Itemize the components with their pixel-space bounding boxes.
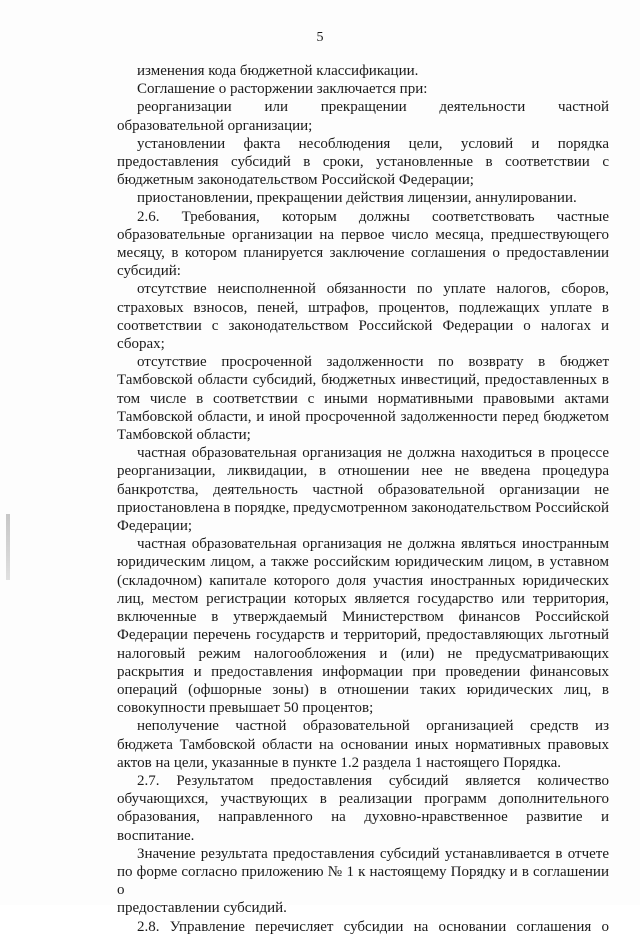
text-line: Федерации; — [117, 518, 193, 535]
text-line: реорганизации или прекращении деятельности частной — [137, 99, 609, 116]
text-line: банкротства, деятельность частной образовательной организации не — [117, 481, 609, 498]
text-line: реорганизации, ликвидации, в отношении нее не введена процедура — [117, 463, 609, 480]
document-body — [117, 62, 609, 936]
text-line: образования, направленного на духовно-нравственное развитие и воспитание. — [117, 809, 609, 844]
text-line: раскрытия и предоставления информации при проведении финансовых — [117, 663, 609, 680]
text-line: частная образовательная организация не должна являться иностранным — [137, 536, 609, 553]
text-line: страховых взносов, пеней, штрафов, процентов, подлежащих уплате в — [117, 299, 609, 316]
text-line: предоставлении субсидий. — [117, 900, 287, 917]
text-line: Тамбовской области субсидий, бюджетных инвестиций, предоставленных в — [117, 372, 609, 389]
text-line: Значение результата предоставления субсидий устанавливается в отчете — [137, 845, 609, 862]
text-line: совокупности превышает 50 процентов; — [117, 700, 374, 717]
text-line: Соглашение о расторжении заключается при: — [137, 81, 428, 98]
text-line: по форме согласно приложению № 1 к настоящему Порядку и в соглашении о — [117, 863, 609, 899]
text-line: соответствии с законодательством Российской Федерации о налогах и сборах; — [117, 317, 609, 353]
text-line: Тамбовской области; — [117, 427, 251, 444]
text-line: неполучение частной образовательной организацией средств из — [137, 718, 609, 735]
text-line: образовательной организации; — [117, 117, 313, 134]
text-line: актов на цели, указанные в пункте 1.2 раздела 1 настоящего Порядка. — [117, 754, 561, 771]
text-line: том числе в соответствии с иными нормативными правовыми актами — [117, 390, 609, 407]
text-line: предоставления субсидий в сроки, установленные в соответствии с — [117, 154, 609, 171]
text-line: 2.7. Результатом предоставления субсидий является количество — [137, 772, 609, 789]
text-line: отсутствие неисполненной обязанности по уплате налогов, сборов, — [137, 281, 609, 298]
text-line: приостановлении, прекращении действия лицензии, аннулировании. — [137, 190, 577, 207]
text-line: изменения кода бюджетной классификации. — [137, 63, 419, 79]
text-line: операций (офшорные зоны) в отношении таких юридических лиц, в — [117, 681, 609, 698]
page-number: 5 — [316, 30, 324, 45]
scan-edge-mark — [6, 514, 10, 580]
text-line: отсутствие просроченной задолженности по возврату в бюджет — [137, 354, 609, 371]
text-line: включенные в утверждаемый Министерством финансов Российской — [117, 609, 609, 626]
text-line: лиц, местом регистрации которых является государство или территория, — [117, 590, 609, 607]
text-line: образовательные организации на первое число месяца, предшествующего — [117, 226, 609, 243]
text-line: частная образовательная организация не должна находиться в процессе — [137, 445, 609, 462]
text-line: Федерации перечень государств и территорий, предоставляющих льготный — [117, 627, 609, 644]
text-line: налоговый режим налогообложения и (или) не предусматривающих — [117, 645, 609, 662]
text-line: бюджетным законодательством Российской Федерации; — [117, 172, 474, 189]
text-line: 2.8. Управление перечисляет субсидии на основании соглашения о — [137, 918, 609, 935]
text-line: субсидий: — [117, 263, 181, 280]
text-line: обучающихся, участвующих в реализации программ дополнительного — [117, 791, 609, 808]
text-line: бюджета Тамбовской области на основании иных нормативных правовых — [117, 736, 609, 753]
text-line: 2.6. Требования, которым должны соответствовать частные — [137, 208, 609, 225]
text-line: Тамбовской области, и иной просроченной задолженности перед бюджетом — [117, 408, 609, 425]
text-line: установлении факта несоблюдения цели, условий и порядка — [137, 135, 609, 152]
text-line: месяцу, в котором планируется заключение соглашения о предоставлении — [117, 245, 609, 262]
text-line: приостановлена в порядке, предусмотренном законодательством Российской — [117, 499, 609, 516]
text-line: (складочном) капитале которого доля участия иностранных юридических — [117, 572, 609, 589]
text-line: юридическим лицом, а также российским юридическим лицом, в уставном — [117, 554, 609, 571]
